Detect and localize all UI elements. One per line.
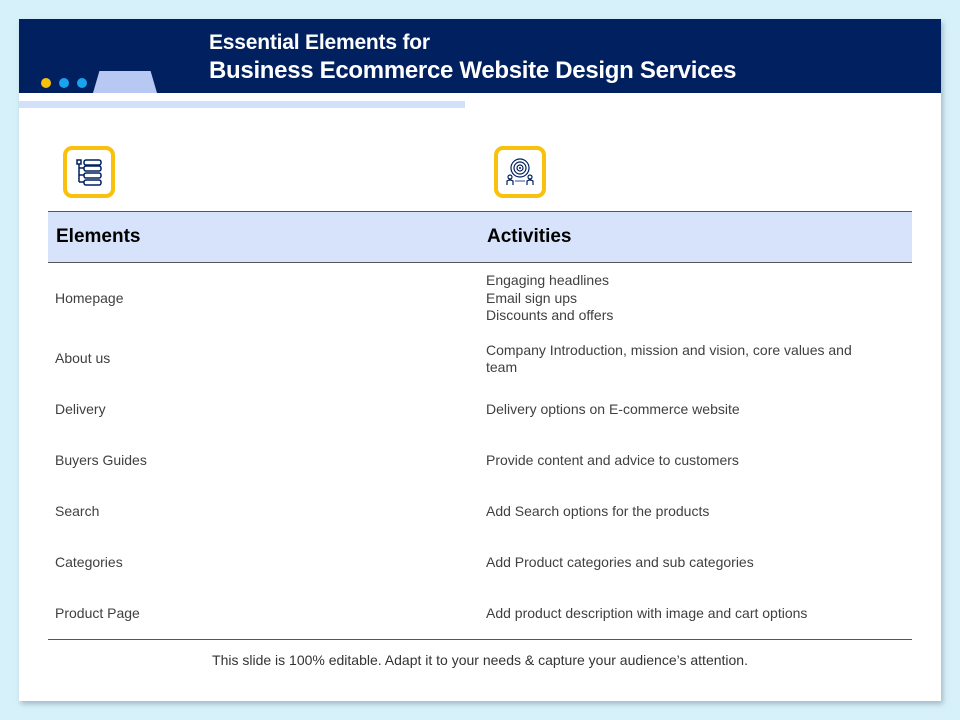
activities-cell <box>479 589 912 640</box>
table-row <box>48 385 912 436</box>
activities-cell <box>479 436 912 487</box>
table-row <box>48 589 912 640</box>
element-cell: Search <box>55 503 100 520</box>
title-line-1: Essential Elements for <box>209 31 430 54</box>
element-cell: About us <box>55 350 111 367</box>
activity-text: Add product description with image and cart options <box>486 605 808 621</box>
target-audience-icon <box>494 146 546 198</box>
slide <box>19 19 941 701</box>
element-cell: Homepage <box>55 289 124 306</box>
activity-text: Add Product categories and sub categories <box>486 554 754 571</box>
footer-note: This slide is 100% editable. Adapt it to your needs & capture your audience’s attention. <box>212 652 748 668</box>
element-cell: Delivery <box>55 401 106 418</box>
table-row <box>48 334 912 385</box>
table-row <box>48 487 912 538</box>
decor-dot-yellow <box>41 78 51 88</box>
table-row <box>48 263 912 334</box>
activity-text: Delivery options on E-commerce website <box>486 401 740 418</box>
elements-table <box>48 211 912 640</box>
element-cell: Categories <box>55 554 123 571</box>
decor-dot-blue <box>59 78 69 88</box>
element-cell: Buyers Guides <box>55 452 147 469</box>
header-elements: Elements <box>48 212 479 263</box>
header-bar <box>19 19 941 93</box>
list-structure-icon <box>63 146 115 198</box>
activity-text: Company Introduction, mission and vision, core values and team <box>486 341 852 375</box>
activity-text: Add Search options for the products <box>486 503 710 520</box>
title-line-2: Business Ecommerce Website Design Services <box>209 57 737 84</box>
activities-cell <box>479 487 912 538</box>
activities-cell <box>479 538 912 589</box>
header-activities: Activities <box>479 212 912 263</box>
table-row <box>48 436 912 487</box>
element-cell: Product Page <box>48 589 479 640</box>
decor-tab <box>93 71 157 93</box>
activities-cell <box>479 334 912 385</box>
table-header-row <box>48 212 912 263</box>
decor-dot-blue-2 <box>77 78 87 88</box>
activity-text: Engaging headlines <box>486 272 609 288</box>
activity-text: Email sign ups <box>486 289 578 306</box>
decor-subbar <box>19 101 465 108</box>
activity-text: Provide content and advice to customers <box>486 452 739 469</box>
activity-text: Discounts and offers <box>486 307 614 323</box>
activities-cell <box>479 385 912 436</box>
table-row <box>48 538 912 589</box>
activities-cell <box>479 263 912 334</box>
